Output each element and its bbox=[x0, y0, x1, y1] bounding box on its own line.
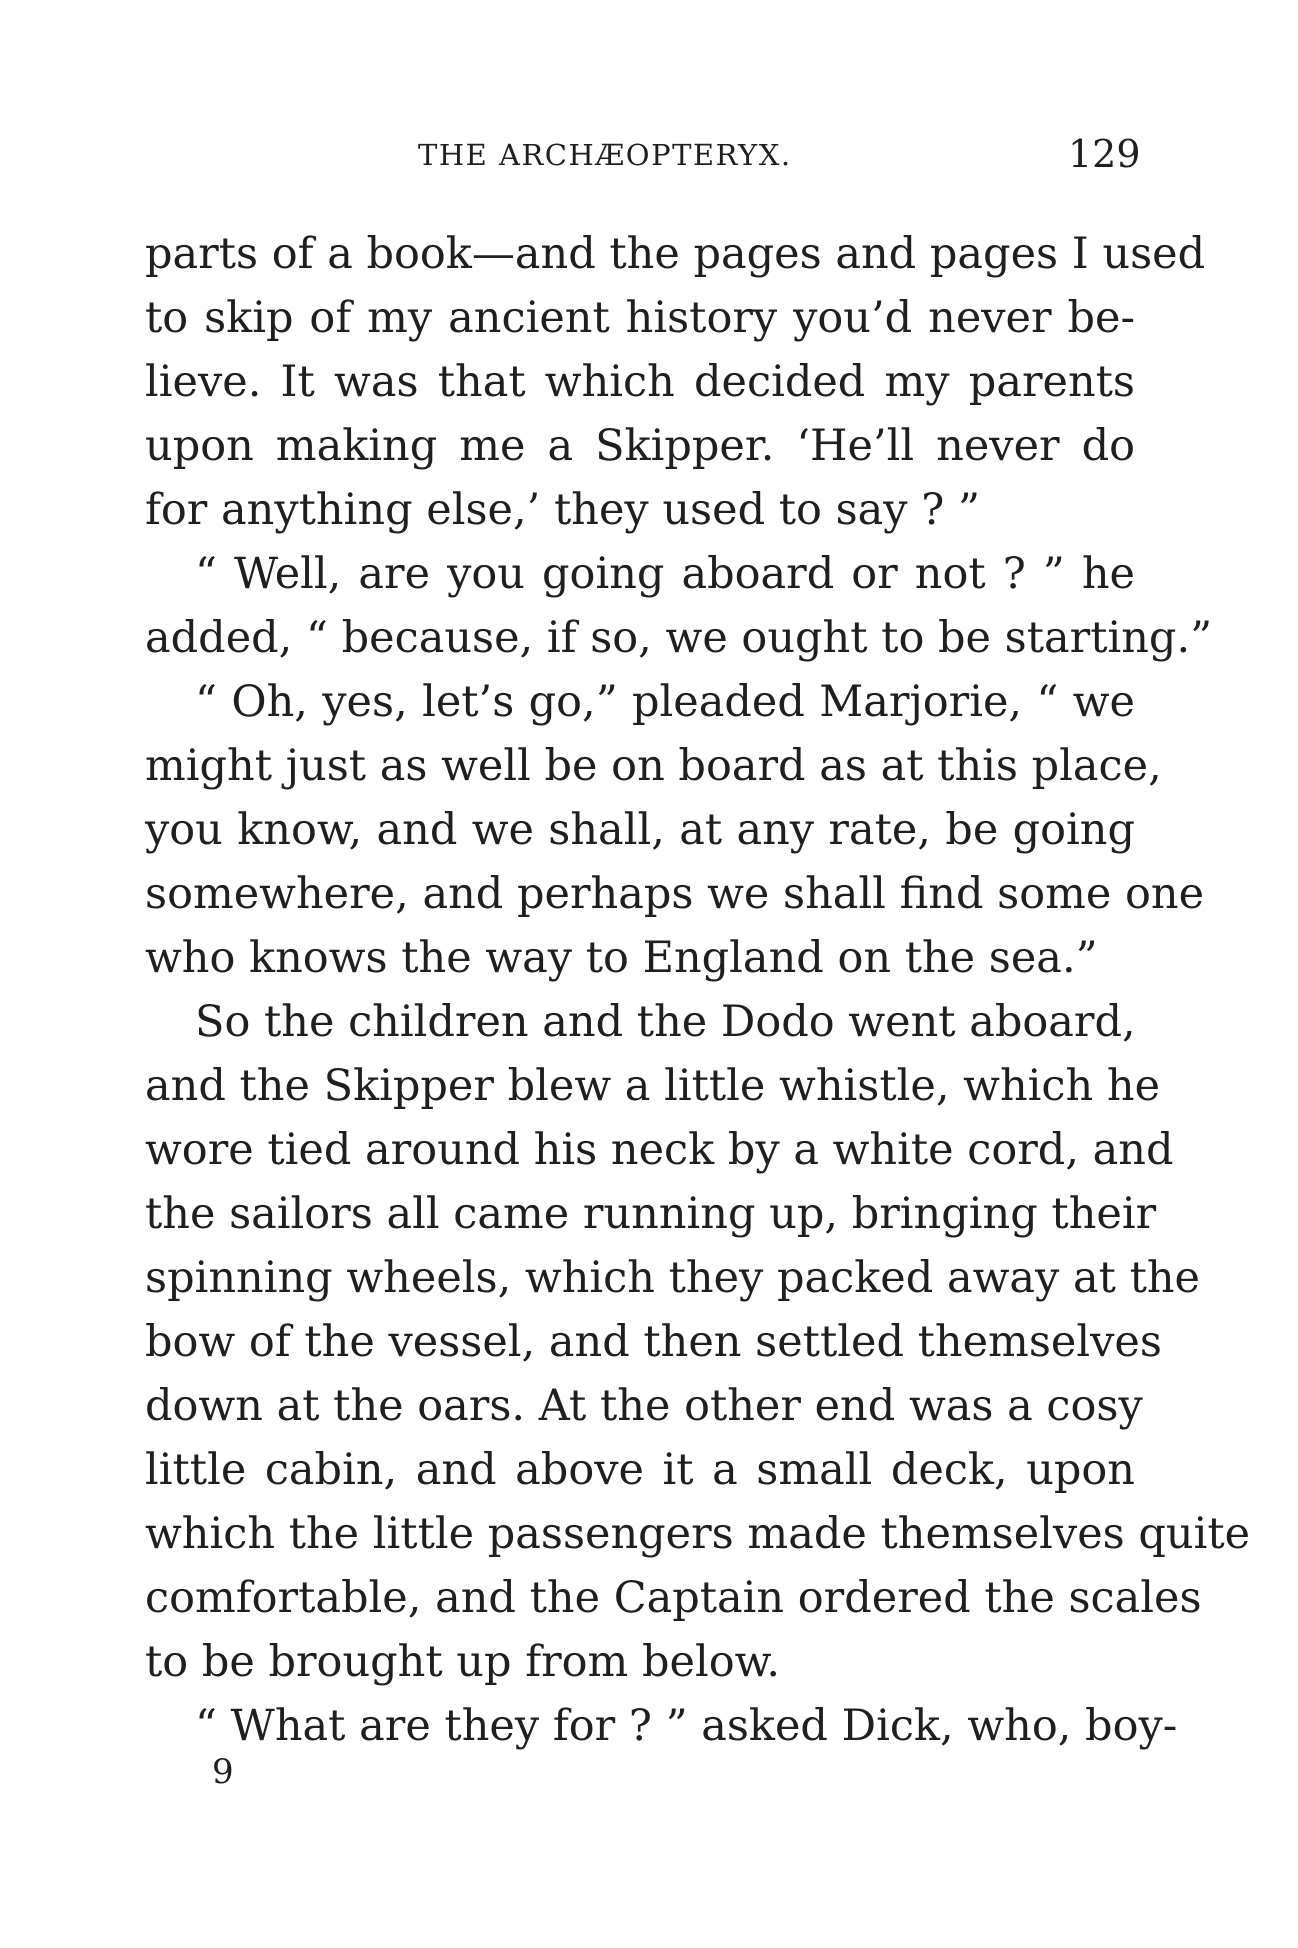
text-line: might just as well be on board as at this place, bbox=[145, 741, 1162, 791]
text-line: which the little passengers made themselves quite bbox=[145, 1509, 1251, 1559]
running-title: THE ARCHÆOPTERYX. bbox=[418, 138, 792, 172]
text-line: comfortable, and the Captain ordered the scales bbox=[145, 1573, 1202, 1623]
text-line: lieve. It was that which decided my parents bbox=[145, 357, 1135, 407]
text-line: you know, and we shall, at any rate, be going bbox=[145, 805, 1135, 855]
text-line: “ Oh, yes, let’s go,” pleaded Marjorie, “ we bbox=[195, 677, 1135, 727]
text-line: wore tied around his neck by a white cord, and bbox=[145, 1125, 1174, 1175]
text-line: the sailors all came running up, bringing their bbox=[145, 1189, 1157, 1239]
text-line: bow of the vessel, and then settled themselves bbox=[145, 1317, 1162, 1367]
text-line: for anything else,’ they used to say ? ” bbox=[145, 485, 980, 535]
text-line: little cabin, and above it a small deck, upon bbox=[145, 1445, 1135, 1495]
text-line: So the children and the Dodo went aboard, bbox=[195, 997, 1136, 1047]
text-line: somewhere, and perhaps we shall find some one bbox=[145, 869, 1205, 919]
text-line: down at the oars. At the other end was a cosy bbox=[145, 1381, 1143, 1431]
text-line: parts of a book—and the pages and pages I used bbox=[145, 229, 1206, 279]
running-head bbox=[0, 132, 1298, 180]
text-line: “ Well, are you going aboard or not ? ” he bbox=[195, 549, 1135, 599]
page-number: 129 bbox=[1068, 132, 1141, 176]
text-line: added, “ because, if so, we ought to be starting.” bbox=[145, 613, 1213, 663]
text-line: upon making me a Skipper. ‘He’ll never do bbox=[145, 421, 1135, 471]
text-line: to be brought up from below. bbox=[145, 1637, 780, 1687]
text-line: spinning wheels, which they packed away at the bbox=[145, 1253, 1200, 1303]
text-line: “ What are they for ? ” asked Dick, who, boy- bbox=[195, 1701, 1178, 1751]
body-text bbox=[145, 222, 1251, 1758]
text-line: to skip of my ancient history you’d never be- bbox=[145, 293, 1135, 343]
signature-mark: 9 bbox=[212, 1752, 234, 1792]
text-line: who knows the way to England on the sea.” bbox=[145, 933, 1098, 983]
text-line: and the Skipper blew a little whistle, which he bbox=[145, 1061, 1161, 1111]
